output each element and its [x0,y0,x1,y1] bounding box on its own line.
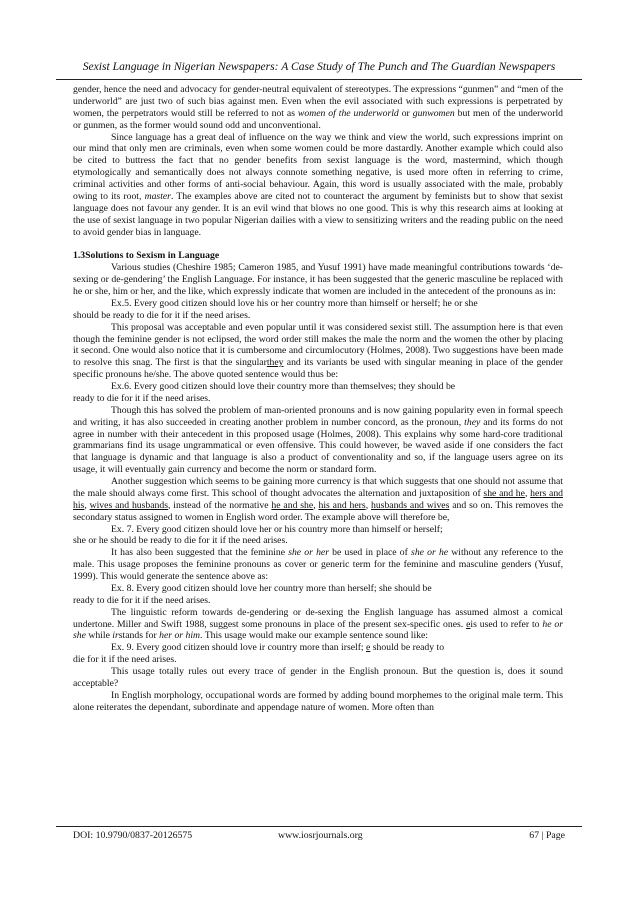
example-sentence-continuation: she or he should be ready to die for it if the need arises. [73,535,288,547]
footer-rule [56,826,582,827]
footer-page-number: 67 | Page [529,830,565,841]
paragraph: This proposal was acceptable and even popular until it was considered sexist still. The assumption here is that even though the feminine gender is not eclipsed, the word order still makes the male the norm and the women the other by placing it second. One would also notice that it is cumbersome and circumlocutory (Holmes, 2008). Two suggestions have been made to resolve this snag. The first is that the singularthey and its variants be used with singular meaning in place of the gender specific pronouns he/she. The above quoted sentence would thus be: [73,321,563,381]
example-sentence-continuation: die for it if the need arises. [73,654,177,666]
example-sentence: Ex.6. Every good citizen should love their country more than themselves; they should be [111,381,456,392]
paragraph: In English morphology, occupational words are formed by adding bound morphemes to the original male term. This alone reiterates the dependant, subordinate and appendage nature of women. More often than [73,689,563,713]
paragraph: The linguistic reform towards de-gendering or de-sexing the English language has assumed almost a comical undertone. Miller and Swift 1988, suggest some pronouns in place of the present sex-specific ones. eis used to refer to he or she while irstands for her or him. This usage would make our example sentence sound like: [73,606,563,642]
example-sentence-continuation: ready to die for it if the need arises. [73,392,211,404]
example-sentence: Ex. 8. Every good citizen should love her country more than herself; she should be [111,582,432,594]
article-body [73,84,563,714]
example-sentence: Ex. 7. Every good citizen should love her or his country more than himself or herself; [111,523,443,535]
example-sentence-continuation: ready to die for it if the need arises. [73,594,211,606]
paragraph: Various studies (Cheshire 1985; Cameron 1985, and Yusuf 1991) have made meaningful contributions towards ‘de-sexing or de-gendering’ the English Language. For instance, it has been suggested that the generic masculine be replaced with he or she, him or her, and the like, which expressly indicate that women are included in the antecedent of the pronouns as in: [73,262,563,297]
running-header: Sexist Language in Nigerian Newspapers: A Case Study of The Punch and The Guardian Newspapers [82,60,556,73]
footer-doi: DOI: 10.9790/0837-20126575 [73,830,193,841]
example-sentence-continuation: should be ready to die for it if the need arises. [73,309,251,321]
example-sentence: Ex. 9. Every good citizen should love ir country more than irself; e should be ready to [111,642,445,654]
paragraph: gender, hence the need and advocacy for gender-neutral equivalent of stereotypes. The expressions “gunmen” and “men of the underworld” are just two of such bias against men. Even when the evil associated with such expressions is perpetrated by women, the perpetrators would still be referred to not as women of the underworld or gunwomen but men of the underworld or gunmen, as the former would sound odd and unconventional. [73,84,563,131]
paragraph: This usage totally rules out every trace of gender in the English pronoun. But the question is, does it sound acceptable? [73,666,563,689]
section-heading: 1.3Solutions to Sexism in Language [73,250,220,262]
paragraph: It has also been suggested that the feminine she or her be used in place of she or he without any reference to the male. This usage proposes the feminine pronouns as cover or generic term for the feminine and masculine genders (Yusuf, 1999). This would generate the sentence above as: [73,547,563,582]
header-rule [56,79,582,80]
paragraph: Since language has a great deal of influence on the way we think and view the world, such expressions imprint on our mind that only men are criminals, even when some women could be more dastardly. Another example which could also be cited to buttress the fact that no gender benefits from sexist language is the word, mastermind, which though etymologically and semantically does not always connote something negative, is used more often in referring to crime, criminal activities and other forms of anti-social behaviour. Again, this word is usually associated with the male, probably owing to its root, master. The examples above are cited not to counteract the argument by feminists but to show that sexist language does not favour any gender. It is an evil wind that blows no one good. This is why this research aims at looking at the use of sexist language in two popular Nigerian dailies with a view to sensitizing writers and the reading public on the need to avoid gender bias in language. [73,131,563,238]
paragraph: Another suggestion which seems to be gaining more currency is that which suggests that one should not assume that the male should always come first. This school of thought advocates the alternation and juxtaposition of she and he, hers and his, wives and husbands, instead of the normative he and she, his and hers, husbands and wives and so on. This removes the secondary status assigned to women in English word order. The example above will therefore be, [73,476,564,523]
example-sentence: Ex.5. Every good citizen should love his or her country more than himself or herself; he or she [111,297,478,309]
footer-website-link[interactable]: www.iosrjournals.org [278,830,363,841]
paragraph: Though this has solved the problem of man-oriented pronouns and is now gaining popularity even in formal speech and writing, it has also succeeded in creating another problem in number concord, as the pronoun, they and its forms do not agree in number with their antecedent in this proposed usage (Holmes, 2008). This explains why some hard-core traditional grammarians find its usage ungrammatical or even offensive. This could however, be waved aside if one considers the fact that language is dynamic and that language is also a product of conventionality and so, if the language users agree on its usage, it will eventually gain currency and become the norm or standard form. [73,404,563,476]
